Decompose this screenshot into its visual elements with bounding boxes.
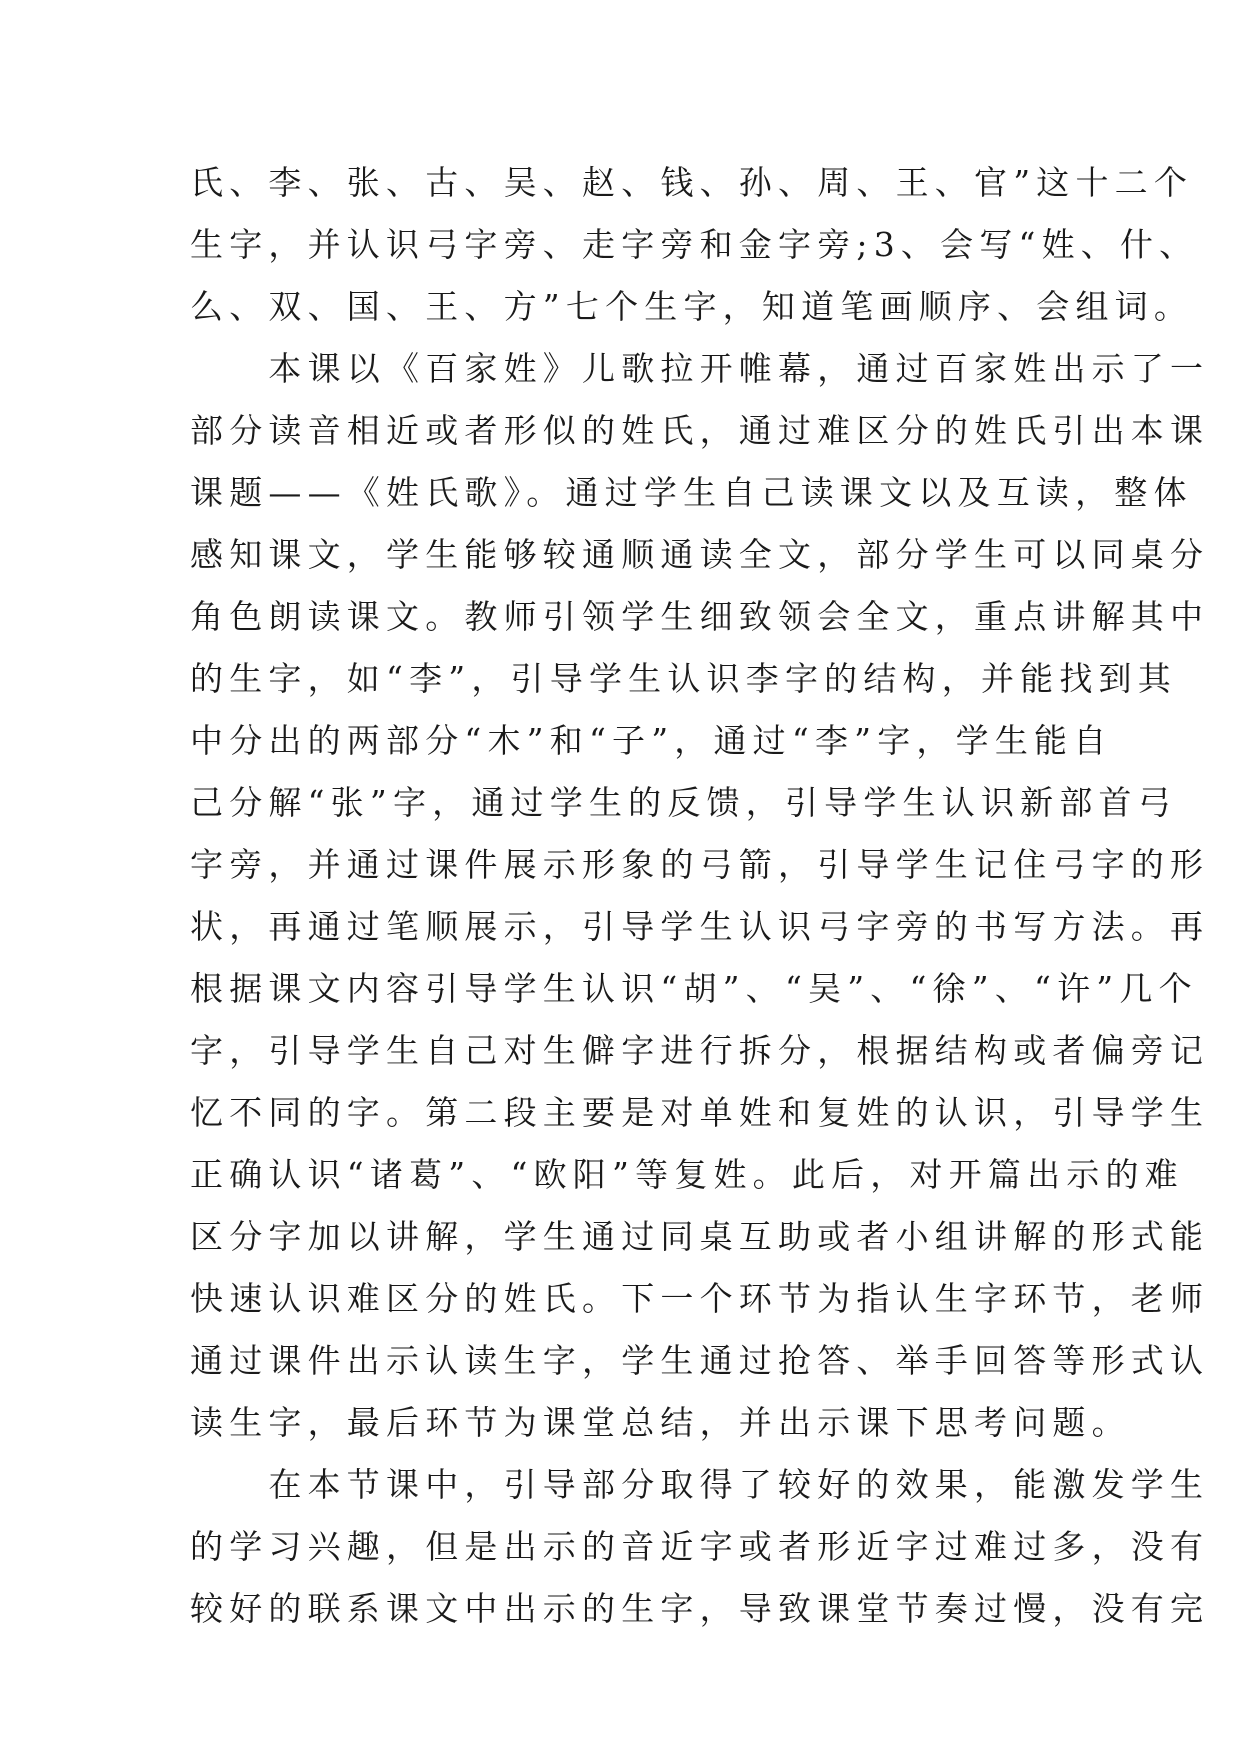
text-line: 通过课件出示认读生字，学生通过抢答、举手回答等形式认	[190, 1341, 1210, 1380]
text-line: 氏、李、张、古、吴、赵、钱、孙、周、王、官”这十二个	[190, 163, 1194, 202]
text-line: 状，再通过笔顺展示，引导学生认识弓字旁的书写方法。再	[190, 907, 1210, 946]
text-line: 正确认识“诸葛”、“欧阳”等复姓。此后，对开篇出示的难	[190, 1155, 1184, 1194]
text-line: 的生字，如“李”，引导学生认识李字的结构，并能找到其	[190, 659, 1177, 698]
text-line: 较好的联系课文中出示的生字，导致课堂节奏过慢，没有完	[190, 1589, 1210, 1628]
text-line: 字旁，并通过课件展示形象的弓箭，引导学生记住弓字的形	[190, 845, 1210, 884]
text-line: 中分出的两部分“木”和“子”，通过“李”字，学生能自	[190, 721, 1113, 760]
body-text	[190, 152, 1210, 1640]
text-line: 快速认识难区分的姓氏。下一个环节为指认生字环节，老师	[190, 1279, 1210, 1318]
text-line: 感知课文，学生能够较通顺通读全文，部分学生可以同桌分	[190, 535, 1210, 574]
text-line: 忆不同的字。第二段主要是对单姓和复姓的认识，引导学生	[190, 1093, 1210, 1132]
text-line: 本课以《百家姓》儿歌拉开帷幕，通过百家姓出示了一	[190, 349, 1210, 388]
text-line: 角色朗读课文。教师引领学生细致领会全文，重点讲解其中	[190, 597, 1210, 636]
text-line: 根据课文内容引导学生认识“胡”、“吴”、“徐”、“许”几个	[190, 969, 1198, 1008]
text-line: 读生字，最后环节为课堂总结，并出示课下思考问题。	[190, 1403, 1131, 1442]
text-line: 字，引导学生自己对生僻字进行拆分，根据结构或者偏旁记	[190, 1031, 1210, 1070]
text-line: 么、双、国、王、方”七个生字，知道笔画顺序、会组词。	[190, 287, 1194, 326]
text-line: 的学习兴趣，但是出示的音近字或者形近字过难过多，没有	[190, 1527, 1210, 1566]
text-line: 生字，并认识弓字旁、走字旁和金字旁;3、会写“姓、什、	[190, 225, 1199, 264]
text-line: 己分解“张”字，通过学生的反馈，引导学生认识新部首弓	[190, 783, 1177, 822]
text-line: 区分字加以讲解，学生通过同桌互助或者小组讲解的形式能	[190, 1217, 1210, 1256]
text-line: 部分读音相近或者形似的姓氏，通过难区分的姓氏引出本课	[190, 411, 1210, 450]
text-line: 课题——《姓氏歌》。通过学生自己读课文以及互读，整体	[190, 473, 1193, 512]
text-line: 在本节课中，引导部分取得了较好的效果，能激发学生	[190, 1465, 1210, 1504]
